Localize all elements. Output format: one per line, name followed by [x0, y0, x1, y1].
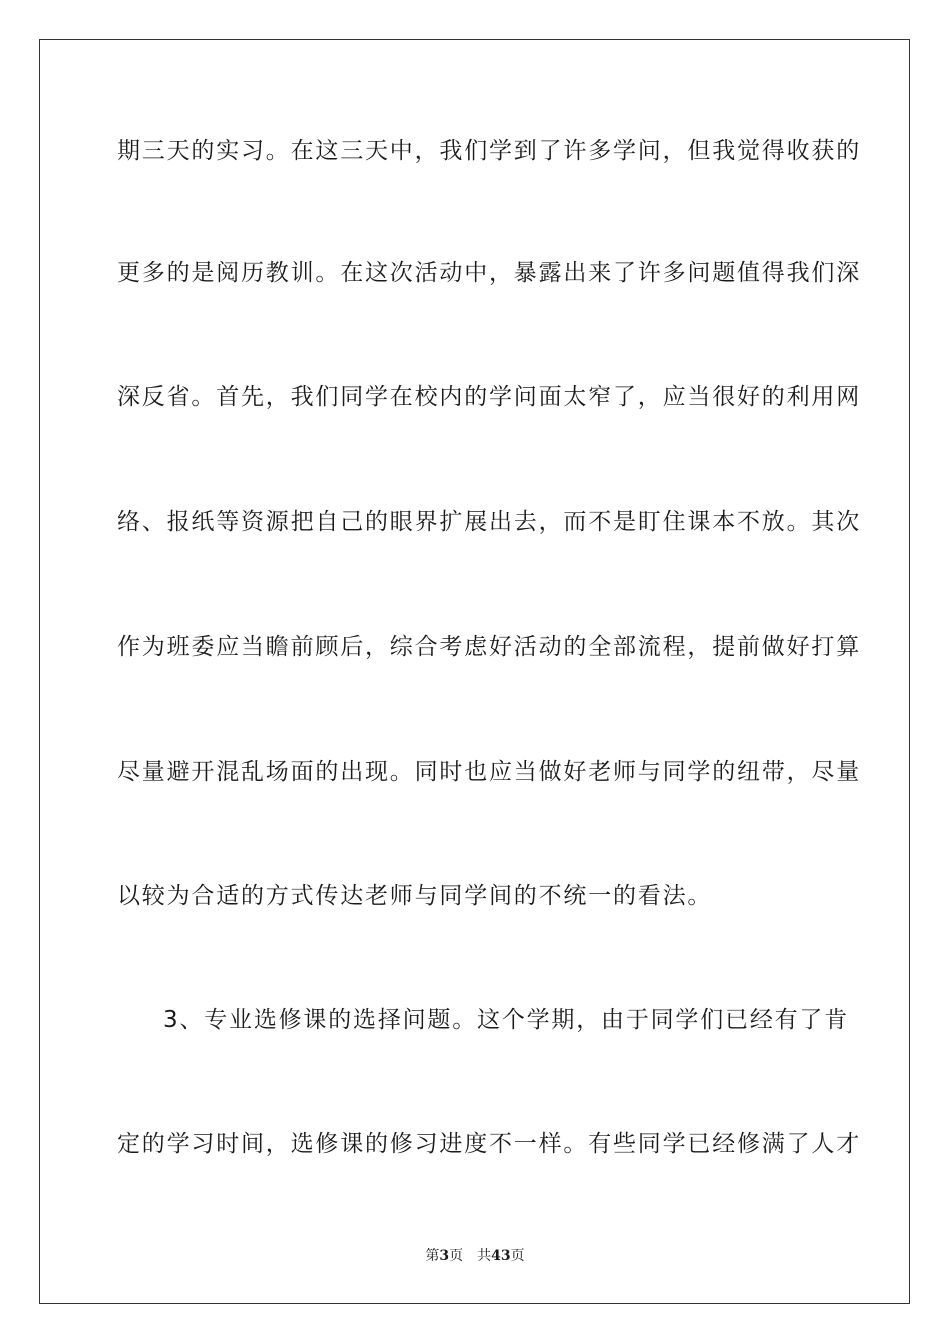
page-footer: [0, 1246, 950, 1266]
page-suffix: 页: [449, 1248, 464, 1264]
total-prefix: 共: [477, 1248, 492, 1264]
paragraph-line: 络、报纸等资源把自己的眼界扩展出去，而不是盯住课本不放。其次: [117, 509, 861, 535]
page-prefix: 第: [425, 1248, 440, 1264]
paragraph-line: 尽量避开混乱场面的出现。同时也应当做好老师与同学的纽带，尽量: [117, 759, 861, 785]
page-border: [39, 39, 910, 1304]
paragraph-line: 深反省。首先，我们同学在校内的学问面太窄了，应当很好的利用网: [117, 384, 861, 410]
paragraph-line: 以较为合适的方式传达老师与同学间的不统一的看法。: [117, 883, 713, 909]
total-suffix: 页: [510, 1248, 525, 1264]
paragraph-line: 作为班委应当瞻前顾后，综合考虑好活动的全部流程，提前做好打算: [117, 634, 861, 660]
paragraph-line: 3、专业选修课的选择问题。这个学期，由于同学们已经有了肯: [163, 1007, 850, 1033]
paragraph-line: 定的学习时间，选修课的修习进度不一样。有些同学已经修满了人才: [117, 1131, 861, 1157]
paragraph-line: 更多的是阅历教训。在这次活动中，暴露出来了许多问题值得我们深: [117, 260, 861, 286]
paragraph-line: 期三天的实习。在这三天中，我们学到了许多学问，但我觉得收获的: [117, 138, 861, 164]
total-pages: 43: [491, 1248, 511, 1264]
page-number: 3: [439, 1248, 450, 1264]
